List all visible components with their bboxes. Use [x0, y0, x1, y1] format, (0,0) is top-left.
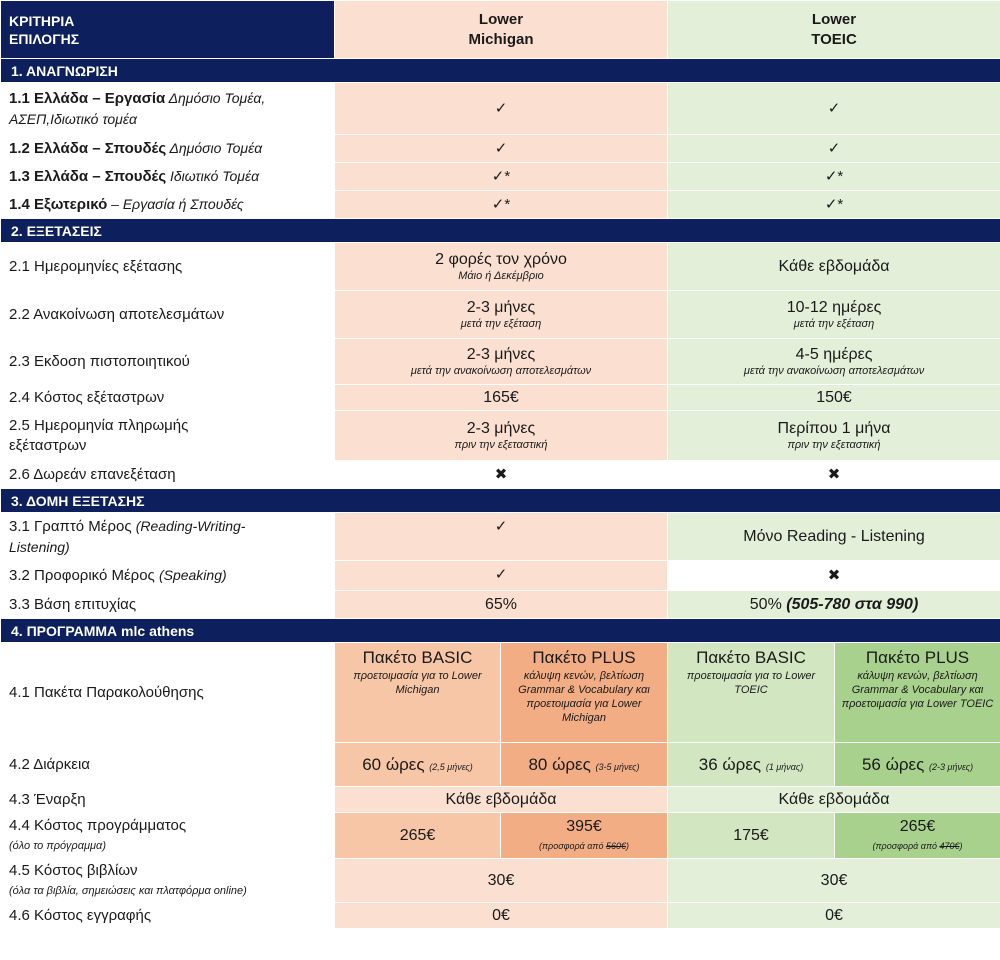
- table-row: [1, 291, 1000, 339]
- cross-icon: ✖: [668, 561, 1000, 591]
- row-label: 1.4 Εξωτερικό – Εργασία ή Σπουδές: [1, 191, 335, 219]
- table-row: [1, 643, 1000, 743]
- table-row: [1, 191, 1000, 219]
- row-label: 4.2 Διάρκεια: [1, 743, 335, 787]
- cross-icon: ✖: [668, 461, 1000, 489]
- section-title-program: 4. ΠΡΟΓΡΑΜΜΑ mlc athens: [1, 619, 1000, 643]
- row-label: 2.1 Ημερομηνίες εξέτασης: [1, 243, 335, 291]
- table-row: [1, 787, 1000, 813]
- table-row: [1, 243, 1000, 291]
- cell-toeic: Κάθε εβδομάδα: [668, 243, 1000, 291]
- cell-michigan: 165€: [335, 385, 668, 411]
- row-label: 1.1 Ελλάδα – Εργασία Δημόσιο Τομέα, ΑΣΕΠ,Ιδιωτικό τομέα: [1, 83, 335, 135]
- table-row: [1, 83, 1000, 135]
- table-row: [1, 513, 1000, 561]
- table-row: [1, 163, 1000, 191]
- cell-michigan: Κάθε εβδομάδα: [335, 787, 668, 813]
- row-label: 3.1 Γραπτό Μέρος (Reading-Writing- Listening): [1, 513, 335, 561]
- cell-michigan: 2 φορές τον χρόνο Μάιο ή Δεκέμβριο: [335, 243, 668, 291]
- cost-basic-michigan: 265€: [335, 813, 501, 859]
- check-star-icon: ✓*: [668, 163, 1000, 191]
- table-row: [1, 411, 1000, 461]
- table-row: [1, 859, 1000, 903]
- row-label: 1.3 Ελλάδα – Σπουδές Ιδιωτικό Τομέα: [1, 163, 335, 191]
- duration-plus-toeic: 56 ώρες (2-3 μήνες): [835, 743, 1000, 787]
- duration-plus-michigan: 80 ώρες (3-5 μήνες): [501, 743, 668, 787]
- row-label: 2.3 Εκδοση πιστοποιητικού: [1, 339, 335, 385]
- cell-michigan: 2-3 μήνες μετά την ανακοίνωση αποτελεσμάτων: [335, 339, 668, 385]
- cell-michigan: 65%: [335, 591, 668, 619]
- table-row: [1, 339, 1000, 385]
- row-label: 3.2 Προφορικό Μέρος (Speaking): [1, 561, 335, 591]
- check-icon: ✓: [668, 83, 1000, 135]
- check-star-icon: ✓*: [668, 191, 1000, 219]
- check-icon: ✓: [335, 135, 668, 163]
- section-title-exams: 2. ΕΞΕΤΑΣΕΙΣ: [1, 219, 1000, 243]
- package-plus-michigan: Πακέτο PLUS κάλυψη κενών, βελτίωση Grammar & Vocabulary και προετοιμασία για Lower Michigan: [501, 643, 668, 743]
- row-label: 2.2 Ανακοίνωση αποτελεσμάτων: [1, 291, 335, 339]
- cost-plus-toeic: 265€ (προσφορά από 470€): [835, 813, 1000, 859]
- table-row: [1, 561, 1000, 591]
- section-title-exam-structure: 3. ΔΟΜΗ ΕΞΕΤΑΣΗΣ: [1, 489, 1000, 513]
- cell-toeic: Κάθε εβδομάδα: [668, 787, 1000, 813]
- row-label: 4.4 Κόστος προγράμματος (όλο το πρόγραμμα): [1, 813, 335, 859]
- cell-michigan: 0€: [335, 903, 668, 929]
- cell-toeic: 4-5 ημέρες μετά την ανακοίνωση αποτελεσμάτων: [668, 339, 1000, 385]
- cell-michigan: 30€: [335, 859, 668, 903]
- check-star-icon: ✓*: [335, 163, 668, 191]
- cost-basic-toeic: 175€: [668, 813, 835, 859]
- cell-toeic: Μόνο Reading - Listening: [668, 513, 1000, 561]
- table-row: [1, 385, 1000, 411]
- cell-toeic: 50% (505-780 στα 990): [668, 591, 1000, 619]
- row-label: 4.1 Πακέτα Παρακολούθησης: [1, 643, 335, 743]
- check-icon: ✓: [668, 135, 1000, 163]
- duration-basic-michigan: 60 ώρες (2,5 μήνες): [335, 743, 501, 787]
- cell-toeic: 30€: [668, 859, 1000, 903]
- duration-basic-toeic: 36 ώρες (1 μήνας): [668, 743, 835, 787]
- package-basic-michigan: Πακέτο BASIC προετοιμασία για το Lower Michigan: [335, 643, 501, 743]
- row-label: 4.6 Κόστος εγγραφής: [1, 903, 335, 929]
- row-label: 2.5 Ημερομηνία πληρωμής εξέταστρων: [1, 411, 335, 461]
- header-row: [1, 1, 1000, 59]
- section-title-recognition: 1. ΑΝΑΓΝΩΡΙΣΗ: [1, 59, 1000, 83]
- cell-toeic: 150€: [668, 385, 1000, 411]
- check-icon: ✓: [335, 83, 668, 135]
- toeic-header: Lower TOEIC: [668, 1, 1000, 59]
- cell-toeic: 0€: [668, 903, 1000, 929]
- row-label: 4.3 Έναρξη: [1, 787, 335, 813]
- table-row: [1, 591, 1000, 619]
- cost-plus-michigan: 395€ (προσφορά από 560€): [501, 813, 668, 859]
- check-star-icon: ✓*: [335, 191, 668, 219]
- row-label: 3.3 Βάση επιτυχίας: [1, 591, 335, 619]
- michigan-header: Lower Michigan: [335, 1, 668, 59]
- row-label: 1.2 Ελλάδα – Σπουδές Δημόσιο Τομέα: [1, 135, 335, 163]
- table-row: [1, 461, 1000, 489]
- cell-toeic: 10-12 ημέρες μετά την εξέταση: [668, 291, 1000, 339]
- row-label: 2.4 Κόστος εξέταστρων: [1, 385, 335, 411]
- cell-michigan: 2-3 μήνες πριν την εξεταστική: [335, 411, 668, 461]
- check-icon: ✓: [335, 561, 668, 591]
- table-row: [1, 135, 1000, 163]
- table-row: [1, 813, 1000, 859]
- row-label: 2.6 Δωρεάν επανεξέταση: [1, 461, 335, 489]
- package-plus-toeic: Πακέτο PLUS κάλυψη κενών, βελτίωση Grammar & Vocabulary και προετοιμασία για Lower TOEIC: [835, 643, 1000, 743]
- table-row: [1, 903, 1000, 929]
- check-icon: ✓: [335, 513, 668, 561]
- table-row: [1, 743, 1000, 787]
- package-basic-toeic: Πακέτο BASIC προετοιμασία για το Lower TOEIC: [668, 643, 835, 743]
- cell-michigan: 2-3 μήνες μετά την εξέταση: [335, 291, 668, 339]
- cross-icon: ✖: [335, 461, 668, 489]
- criteria-header: ΚΡΙΤΗΡΙΑ ΕΠΙΛΟΓΗΣ: [1, 1, 335, 59]
- cell-toeic: Περίπου 1 μήνα πριν την εξεταστική: [668, 411, 1000, 461]
- row-label: 4.5 Κόστος βιβλίων (όλα τα βιβλία, σημειώσεις και πλατφόρμα online): [1, 859, 335, 903]
